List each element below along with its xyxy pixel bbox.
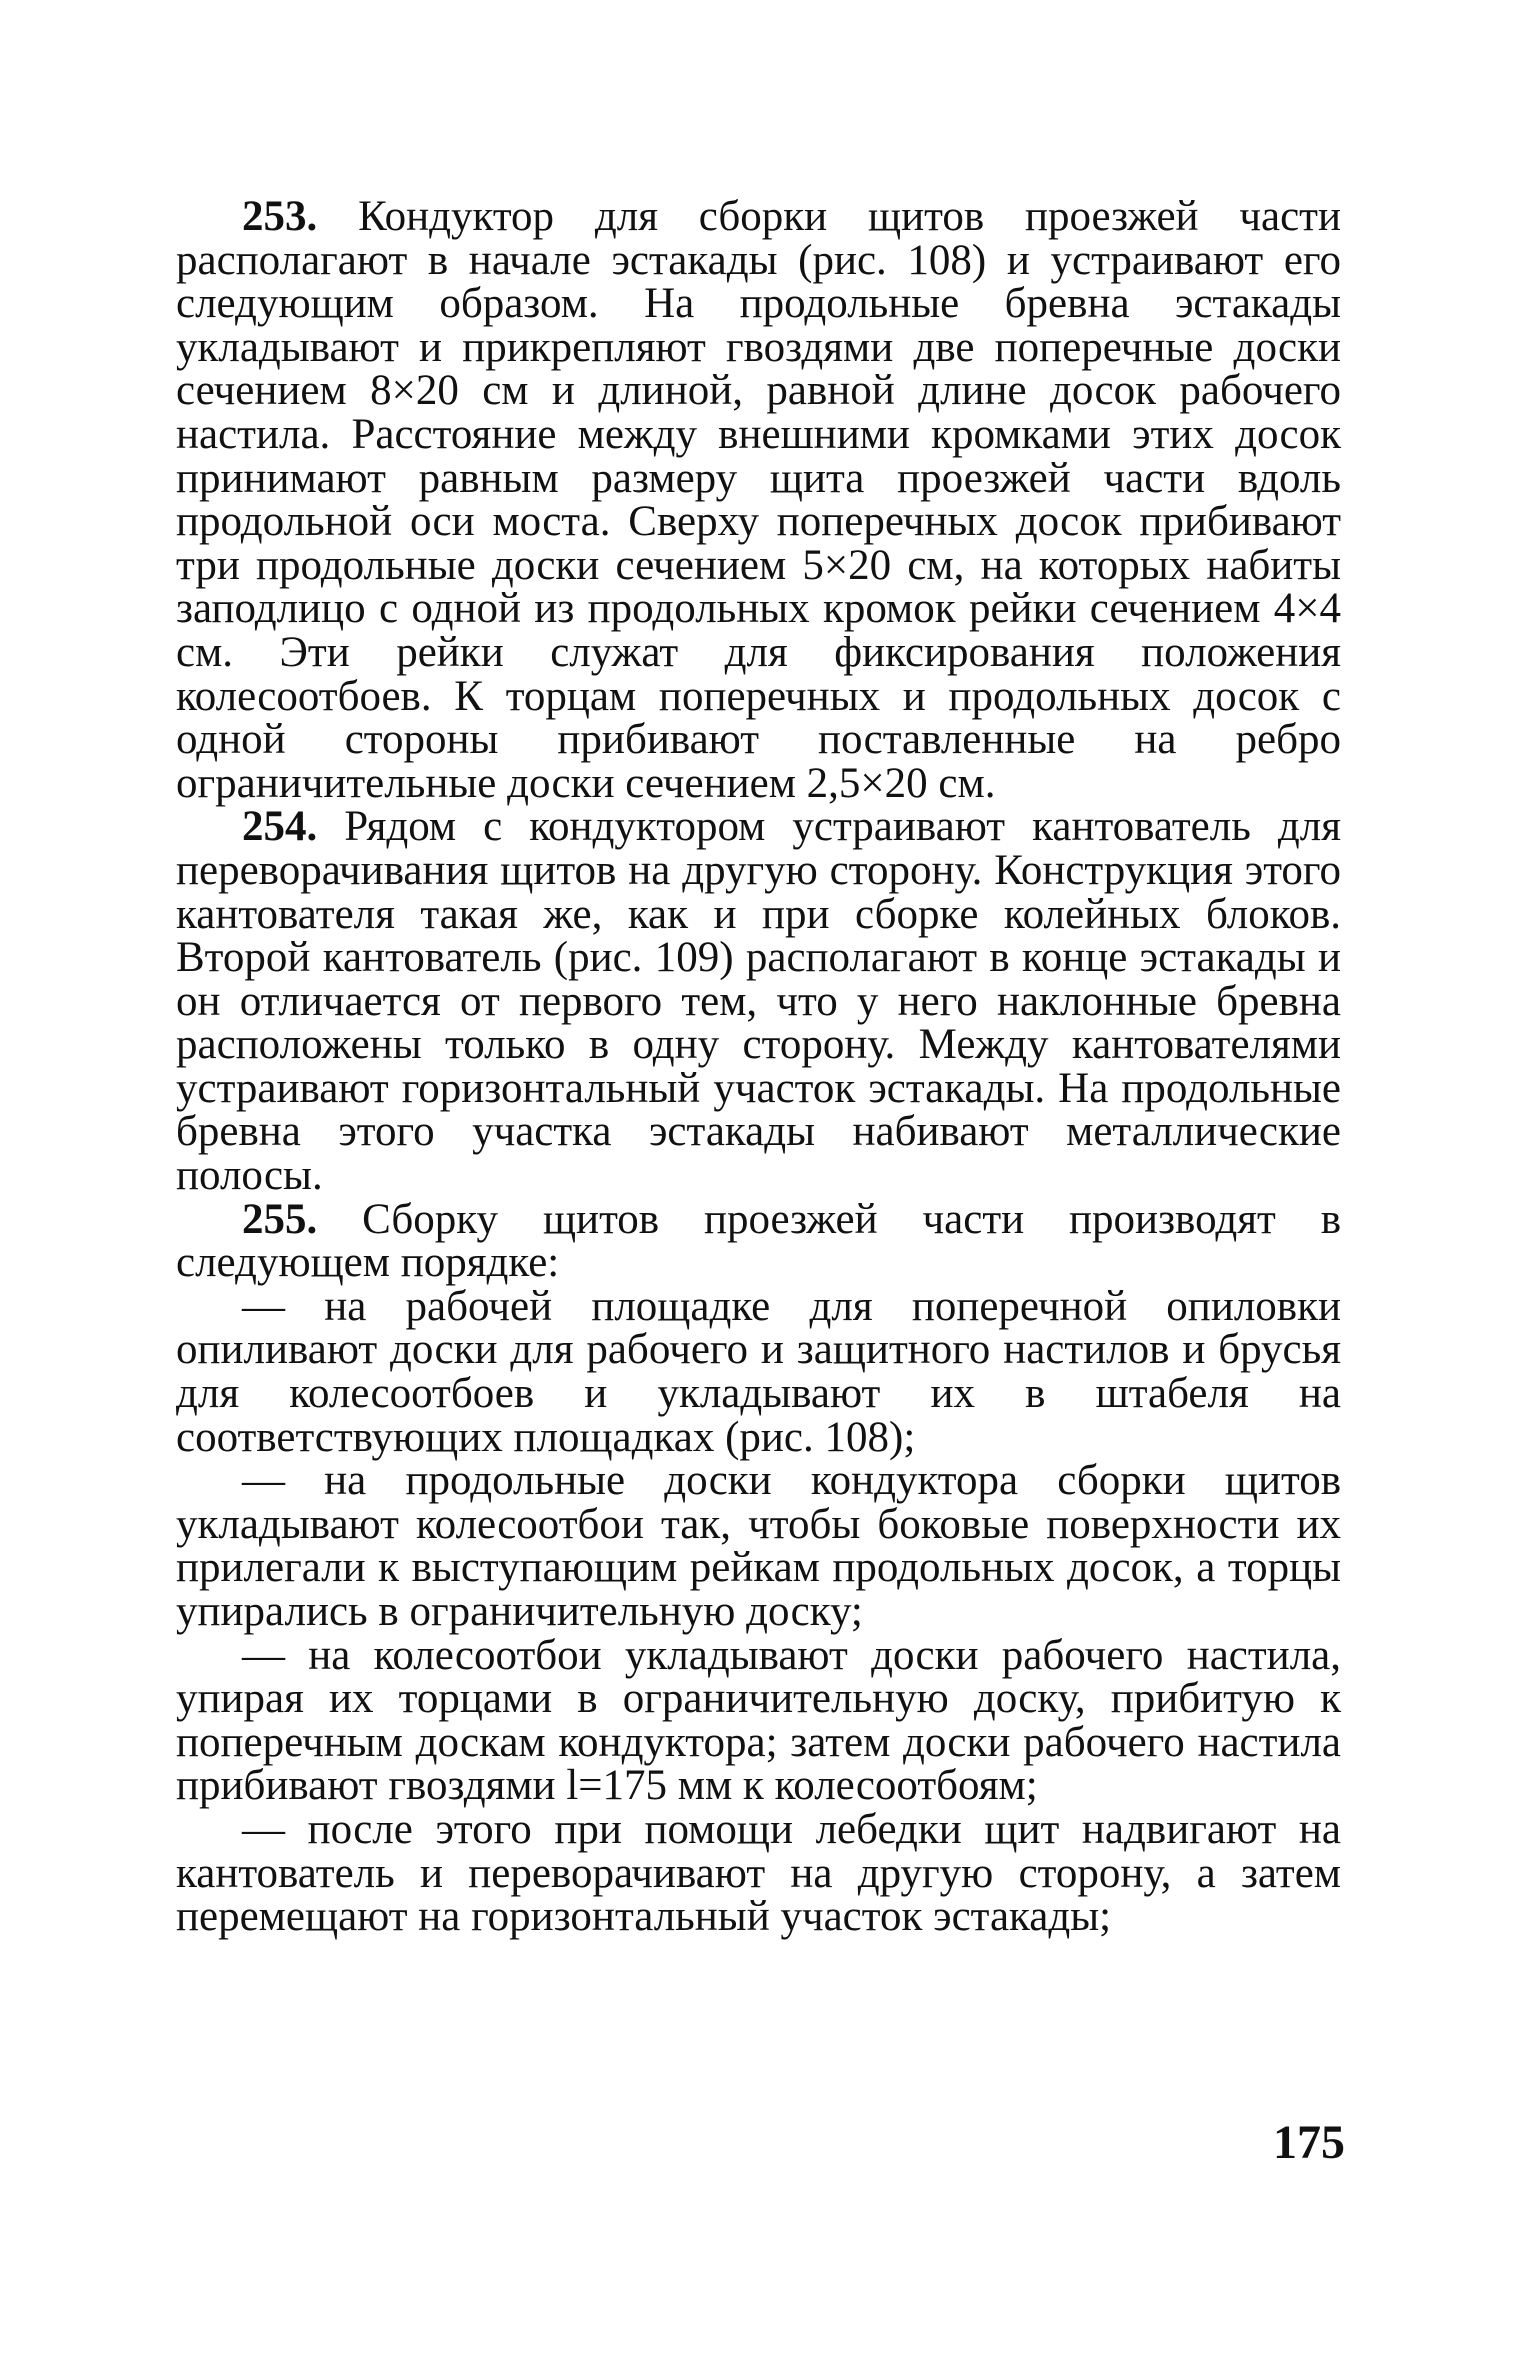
list-item-4 — [176, 1805, 1341, 1941]
paragraph-255 — [176, 1195, 1341, 1287]
paragraph-number: 255. — [242, 1195, 318, 1243]
page-number: 175 — [1273, 2116, 1345, 2169]
paragraph-text: Кондуктор для сборки щитов проезжей части располагают в начале эстакады (рис. 108) и устраивают его следующим образом. На продольные бревна эстакады укладывают и прикрепляют гвоздями две поперечные доски сечением 8×20 см и длиной, равной длине досок рабочего настила. Расстояние между внешними кромками этих досок принимают равным размеру щита проезжей части вдоль продольной оси моста. Сверху поперечных досок прибивают три продольные доски сечением 5×20 см, на которых набиты заподлицо с одной из продольных кромок рейки сечением 4×4 см. Эти рейки служат для фиксирования положения колесоотбоев. К торцам поперечных и продольных досок с одной стороны прибивают поставленные на ребро ограничительные доски сечением 2,5×20 см. — [176, 193, 1341, 807]
list-item-3 — [176, 1631, 1341, 1810]
list-item-text: — на продольные доски кондуктора сборки щитов укладывают колесоотбои так, чтобы боковые поверхности их прилегали к выступающим рейкам продольных досок, а торцы упирались в ограничительную доску; — [176, 1457, 1341, 1635]
list-item-1 — [176, 1282, 1341, 1461]
list-item-2 — [176, 1459, 1341, 1633]
list-item-text: — на рабочей площадке для поперечной опиловки опиливают доски для рабочего и защитного настилов и брусья для колесоотбоев и укладывают их в штабеля на соответствующих площадках (рис. 108); — [176, 1282, 1341, 1461]
page-body — [176, 195, 1341, 1939]
paragraph-number: 253. — [242, 193, 318, 240]
paragraph-text: Рядом с кондуктором устраивают кантователь для переворачивания щитов на другую сторону. Конструкция этого кантователя такая же, как и при сборке колейных блоков. Второй кантователь (рис. 109) располагают в конце эстакады и он отличается от первого тем, что у него наклонные бревна расположены только в одну сторону. Между кантователями устраивают горизонтальный участок эстакады. На продольные бревна этого участка эстакады набивают металлические полосы. — [176, 803, 1341, 1200]
paragraph-253 — [176, 195, 1341, 805]
list-item-text: — на колесоотбои укладывают доски рабочего настила, упирая их торцами в ограничительную доску, прибитую к поперечным доскам кондуктора; затем доски рабочего настила прибивают гвоздями l=175 мм к колесоотбоям; — [176, 1631, 1341, 1810]
paragraph-text: Сборку щитов проезжей части производят в следующем порядке: — [176, 1195, 1341, 1287]
paragraph-254 — [176, 803, 1341, 1200]
paragraph-number: 254. — [242, 803, 318, 851]
list-item-text: — после этого при помощи лебедки щит надвигают на кантователь и переворачивают на другую сторону, а затем перемещают на горизонтальный участок эстакады; — [176, 1805, 1341, 1941]
